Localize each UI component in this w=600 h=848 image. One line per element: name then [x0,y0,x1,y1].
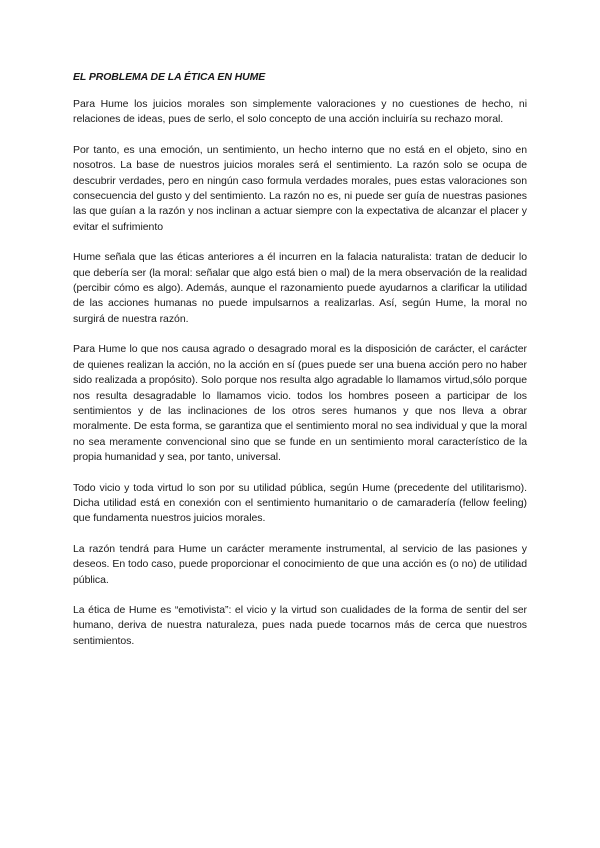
paragraph-3: Hume señala que las éticas anteriores a él incurren en la falacia naturalista: tratan de deducir lo que debería ser (la moral: señalar que algo está bien o mal) de la mera observación de la realidad (percibir cómo es algo). Además, aunque el razonamiento puede ayudarnos a clarificar la utilidad de las acciones humanas no puede impulsarnos a realizarlas. Así, según Hume, la moral no surgirá de nuestra razón. [73,251,527,325]
paragraph-1: Para Hume los juicios morales son simplemente valoraciones y no cuestiones de hecho, ni relaciones de ideas, pues de serlo, el solo concepto de una acción incluiría su rechazo moral. [73,98,527,126]
paragraph-7: La ética de Hume es “emotivista”: el vicio y la virtud son cualidades de la forma de sentir del ser humano, deriva de nuestra naturaleza, pues nada puede tocarnos más de cerca que nuestros sentimientos. [73,603,527,647]
paragraph-5: Todo vicio y toda virtud lo son por su utilidad pública, según Hume (precedente del utilitarismo). Dicha utilidad está en conexión con el sentimiento humanitario o de camaradería (fellow feeling) que fundamenta nuestros juicios morales. [73,481,527,525]
paragraph-2: Por tanto, es una emoción, un sentimiento, un hecho interno que no está en el objeto, sino en nosotros. La base de nuestros juicios morales será el sentimiento. La razón solo se ocupa de descubrir verdades, pero en ningún caso formula verdades morales, pues estas valoraciones son consecuencia del gusto y del sentimiento. La razón no es, ni puede ser guía de nuestras pasiones las que guían a la razón y nos inclinan a actuar siempre con la expectativa de alcanzar el placer y evitar el sufrimiento [73,143,527,233]
paragraph-4: Para Hume lo que nos causa agrado o desagrado moral es la disposición de carácter, el carácter de quienes realizan la acción, no la acción en sí (pues puede ser una buena acción pero no haber sido realizada a propósito). Solo porque nos resulta algo agradable lo llamamos virtud,sólo porque nos resulta desagradable lo llamamos vicio. todos los hombres poseen a participar de los sentimientos y de las inclinaciones de los otros seres humanos y que nos lleva a obrar moralmente. De esta forma, se garantiza que el sentimiento moral no sea individual y que la moral no sea meramente convencional sino que se funde en un sentimiento moral característico de la propia humanidad y sea, por tanto, universal. [73,343,527,464]
paragraph-6: La razón tendrá para Hume un carácter meramente instrumental, al servicio de las pasiones y deseos. En todo caso, puede proporcionar el conocimiento de que una acción es (o no) de utilidad pública. [73,542,527,586]
document-title: EL PROBLEMA DE LA ÉTICA EN HUME [73,71,266,83]
